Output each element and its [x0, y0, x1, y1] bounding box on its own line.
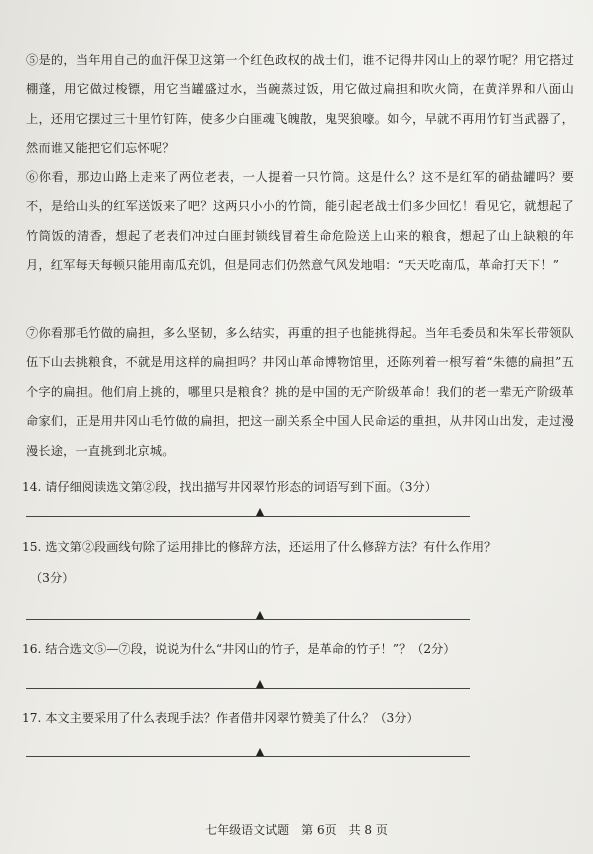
answer-marker-icon — [256, 508, 264, 516]
footer-page-number: 第 6页 — [301, 823, 337, 837]
passage-paragraph-6: ⑥你看，那边山路上走来了两位老表，一人提着一只竹筒。这是什么？这不是红军的硝盐罐吗？要不，是给山头的红军送饭来了吧？这两只小小的竹筒，能引起老战士们多少回忆！看见它，就想起了竹筒饭的清香，想起了老表们冲过白匪封锁线冒着生命危险送上山来的粮食，想起了山上缺粮的年月，红军每天每顿只能用南瓜充饥，但是同志们仍然意气风发地唱：“天天吃南瓜，革命打天下！” — [26, 170, 574, 273]
page-footer — [0, 821, 593, 838]
question-15-score: （3分） — [30, 571, 75, 585]
question-15: 15. 选文第②段画线句除了运用排比的修辞方法，还运用了什么修辞方法？有什么作用？ — [22, 540, 497, 554]
answer-marker-icon — [256, 748, 264, 756]
footer-total-pages: 共 8 页 — [348, 823, 388, 837]
answer-marker-icon — [256, 611, 264, 619]
question-16: 16. 结合选文⑤—⑦段，说说为什么“井冈山的竹子，是革命的竹子！”？（2分） — [22, 642, 456, 656]
answer-line-16[interactable] — [26, 688, 470, 689]
answer-marker-icon — [256, 680, 264, 688]
passage-paragraph-5: ⑤是的，当年用自己的血汗保卫这第一个红色政权的战士们，谁不记得井冈山上的翠竹呢？用它搭过棚蓬，用它做过梭镖，用它当罐盛过水，当碗蒸过饭，用它做过扁担和吹火筒，在黄洋界和八面山上，还用它摆过三十里竹钉阵，使多少白匪魂飞魄散，鬼哭狼嚎。如今，早就不再用竹钉当武器了，然而谁又能把它们忘怀呢？ — [26, 53, 574, 156]
question-17: 17. 本文主要采用了什么表现手法？作者借井冈翠竹赞美了什么？（3分） — [22, 711, 419, 725]
answer-line-15[interactable] — [26, 619, 470, 620]
footer-exam-title: 七年级语文试题 — [205, 823, 290, 837]
question-14: 14. 请仔细阅读选文第②段，找出描写井冈翠竹形态的词语写到下面。（3分） — [22, 480, 437, 494]
answer-line-14[interactable] — [26, 516, 470, 517]
answer-line-17[interactable] — [26, 756, 470, 757]
passage-paragraph-7: ⑦你看那毛竹做的扁担，多么坚韧，多么结实，再重的担子也能挑得起。当年毛委员和朱军长带领队伍下山去挑粮食，不就是用这样的扁担吗？井冈山革命博物馆里，还陈列着一根写着“朱德的扁担”五个字的扁担。他们肩上挑的，哪里只是粮食？挑的是中国的无产阶级革命！我们的老一辈无产阶级革命家们，正是用井冈山毛竹做的扁担，把这一副关系全中国人民命运的重担，从井冈山出发，走过漫漫长途，一直挑到北京城。 — [26, 326, 574, 458]
